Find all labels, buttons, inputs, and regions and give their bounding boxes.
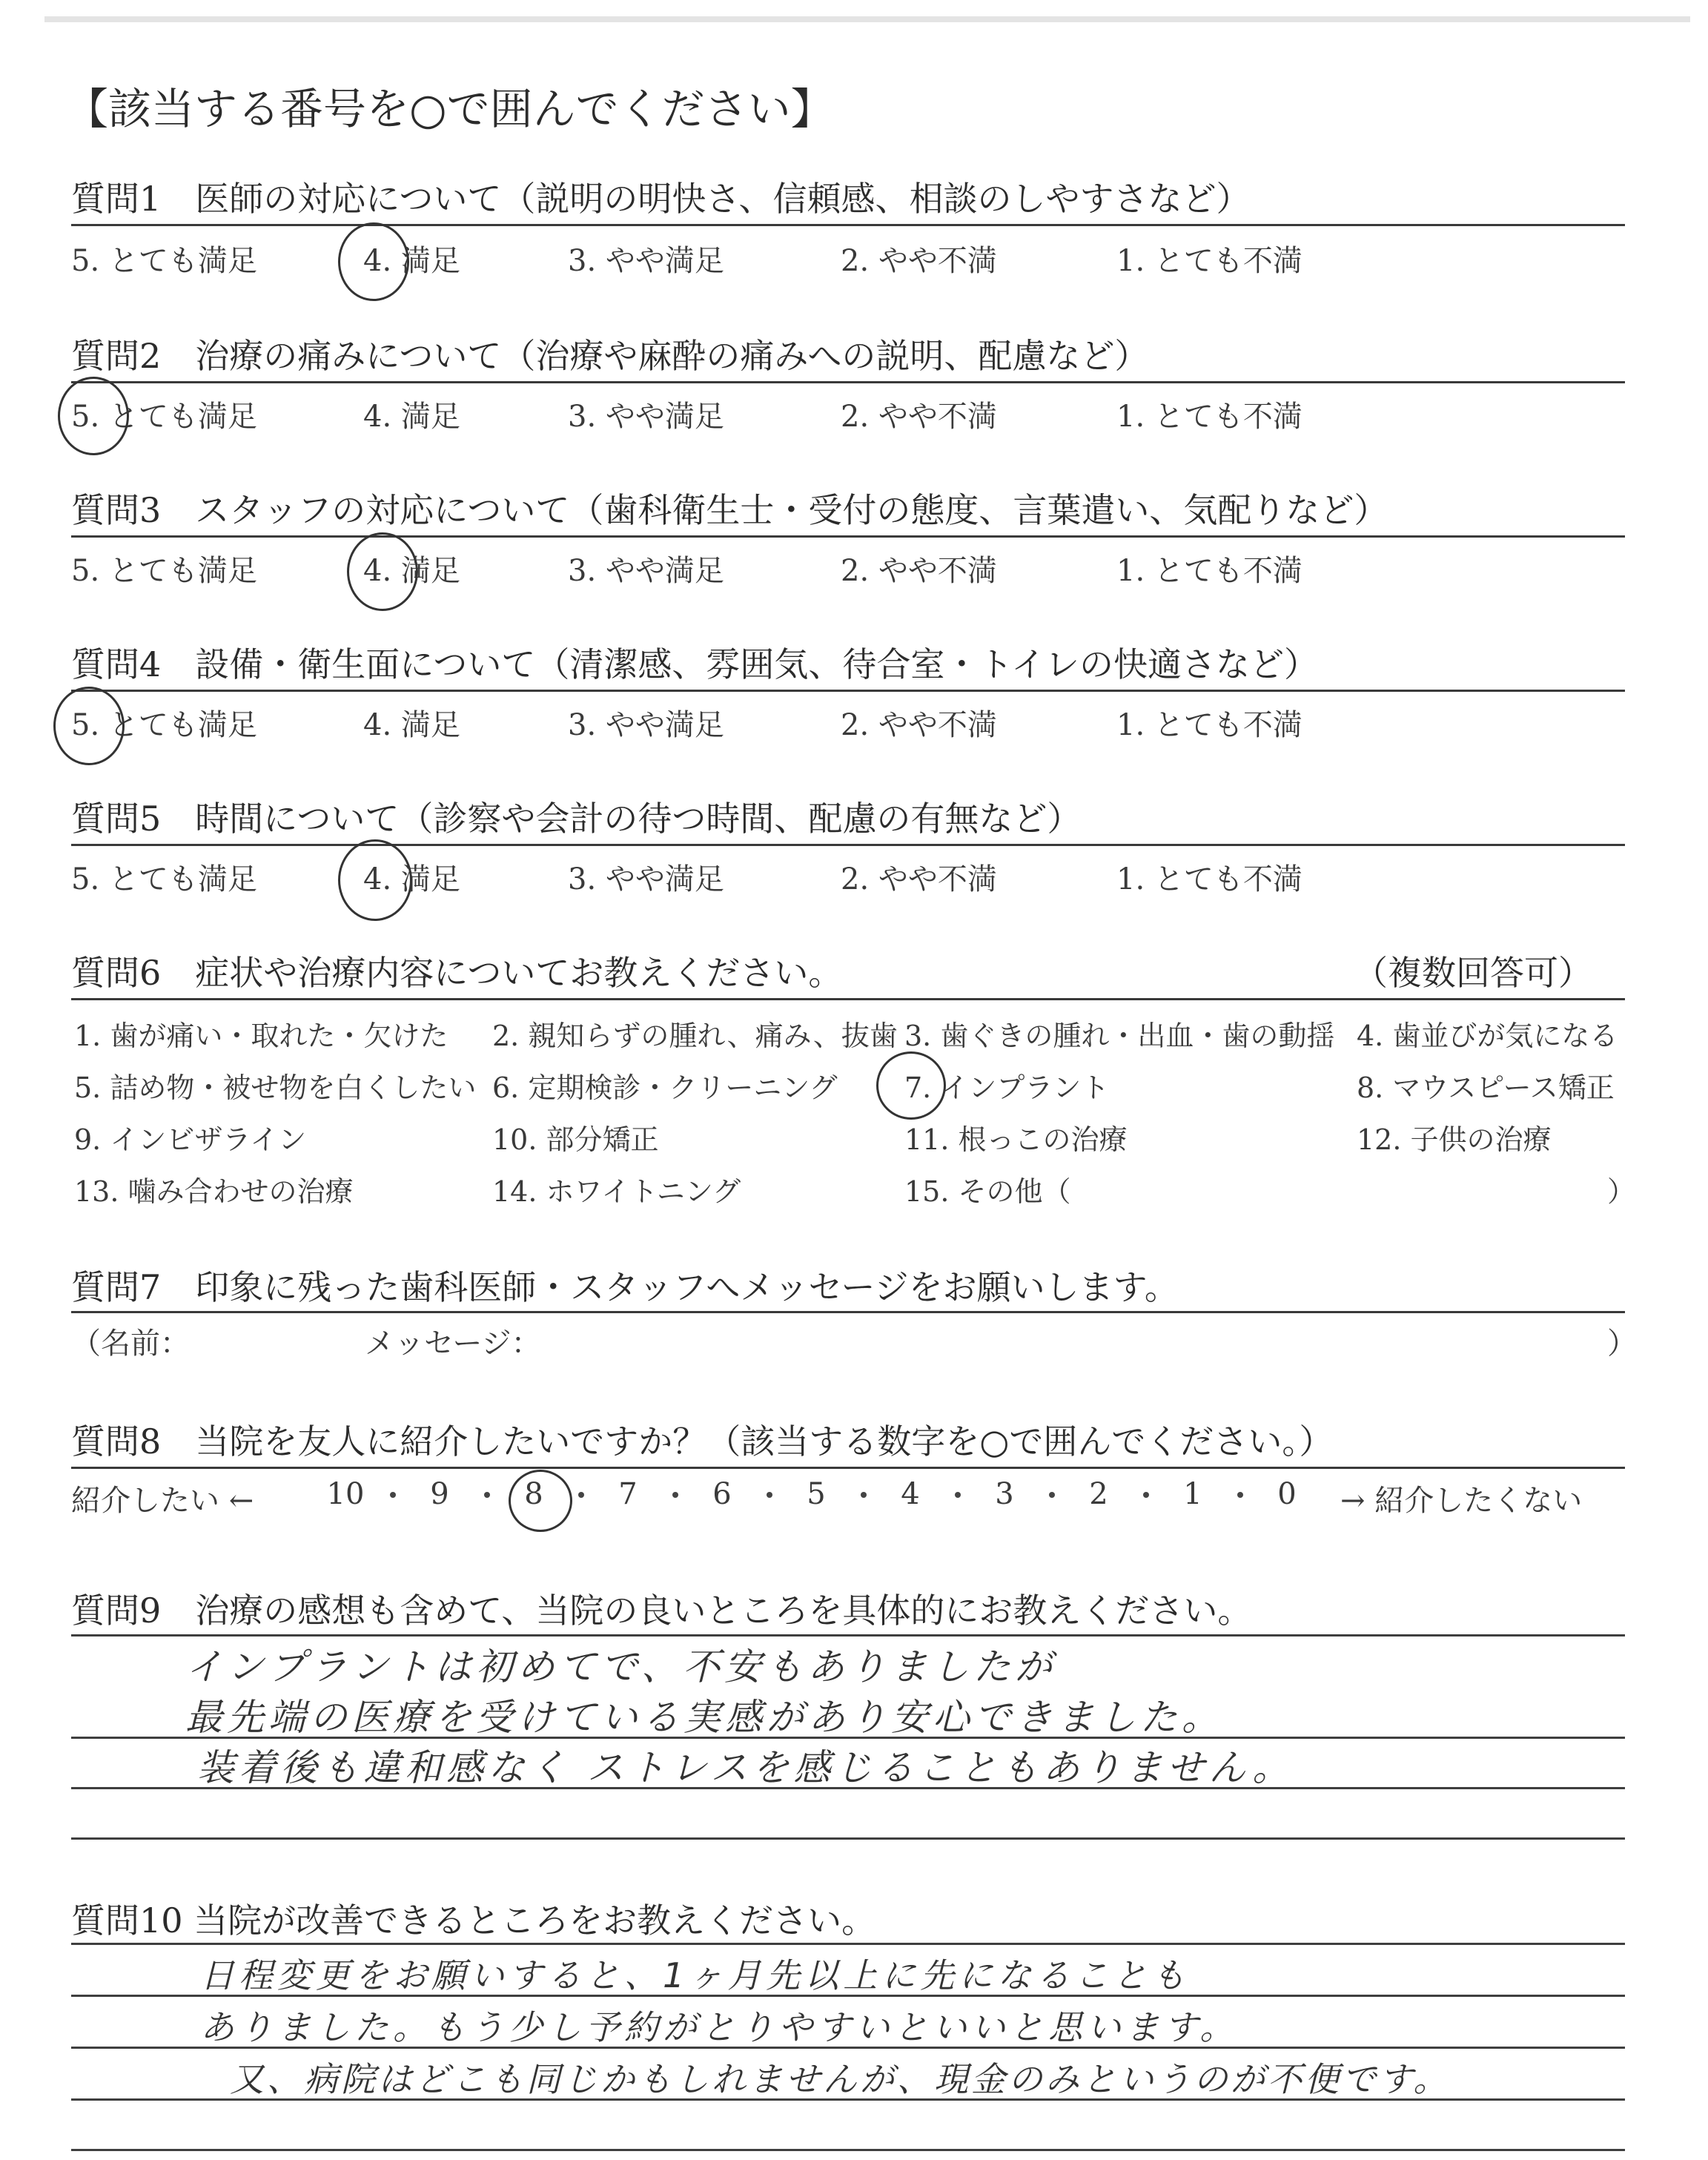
q3-option-5[interactable]: 5. とても満足 [71,554,257,588]
q6-option-9[interactable]: 9. インビザライン [74,1123,307,1156]
q8-scale-value-9[interactable]: 9 [430,1477,449,1511]
q4-option-3[interactable]: 3. やや満足 [568,708,724,742]
q10-answer-line-2: ありました。もう少し予約がとりやすいといいと思います。 [200,2007,1239,2047]
q4-option-4[interactable]: 4. 満足 [363,708,460,742]
q4-option-5[interactable]: 5. とても満足 [71,708,257,742]
q5-option-4[interactable]: 4. 満足 [363,862,460,896]
q8-left-label: 紹介したい ← [71,1484,254,1518]
q2-option-5[interactable]: 5. とても満足 [71,400,257,434]
question-8-underline [71,1467,1625,1469]
q8-scale-value-0[interactable]: 0 [1277,1477,1297,1511]
q8-scale-value-7[interactable]: 7 [618,1477,638,1511]
q10-rule-5 [71,2149,1625,2151]
q8-selection-circle [509,1470,572,1532]
question-3-title: 質問3 スタッフの対応について（歯科衛生士・受付の態度、言葉遣い、気配りなど） [71,490,1388,530]
question-5-title: 質問5 時間について（診察や会計の待つ時間、配慮の有無など） [71,799,1082,839]
q10-answer-line-1: 日程変更をお願いすると、1ヶ月先以上に先になることも [200,1955,1191,1995]
q8-scale-value-2[interactable]: 2 [1089,1477,1108,1511]
q6-selection-circle [876,1051,946,1120]
q4-option-1[interactable]: 1. とても不満 [1116,708,1302,742]
question-9-title: 質問9 治療の感想も含めて、当院の良いところを具体的にお教えください。 [71,1591,1252,1631]
q8-scale-separator [390,1492,396,1498]
q8-scale-separator [484,1492,490,1498]
q9-rule-1 [71,1634,1625,1636]
q5-option-3[interactable]: 3. やや満足 [568,862,724,896]
question-1-title: 質問1 医師の対応について（説明の明快さ、信頼感、相談のしやすさなど） [71,179,1251,219]
q5-option-5[interactable]: 5. とても満足 [71,862,257,896]
q7-name-label: （名前： [71,1327,190,1361]
q6-option-12[interactable]: 12. 子供の治療 [1357,1123,1552,1156]
q7-close-paren: ） [1607,1327,1637,1361]
q8-scale-value-6[interactable]: 6 [712,1477,732,1511]
question-3-underline [71,535,1625,538]
page-heading: 【該当する番号を○で囲んでください】 [65,84,834,134]
q8-scale-separator [955,1492,961,1498]
q8-scale-value-8[interactable]: 8 [524,1477,543,1511]
question-10-title: 質問10 当院が改善できるところをお教えください。 [71,1900,876,1941]
q1-option-5[interactable]: 5. とても満足 [71,244,257,278]
q6-option-2[interactable]: 2. 親知らずの腫れ、痛み、抜歯 [492,1020,898,1052]
q8-scale-value-1[interactable]: 1 [1183,1477,1202,1511]
question-4-title: 質問4 設備・衛生面について（清潔感、雰囲気、待合室・トイレの快適さなど） [71,644,1319,684]
q6-option-6[interactable]: 6. 定期検診・クリーニング [492,1071,838,1104]
q8-scale-value-10[interactable]: 10 [326,1477,365,1511]
q6-option-3[interactable]: 3. 歯ぐきの腫れ・出血・歯の動揺 [904,1020,1335,1052]
question-5-underline [71,844,1625,846]
q5-option-2[interactable]: 2. やや不満 [841,862,997,896]
question-6-underline [71,998,1625,1000]
q8-right-label: → 紹介したくない [1340,1484,1583,1518]
q8-scale-separator [1237,1492,1243,1498]
q3-option-4[interactable]: 4. 満足 [363,554,460,588]
question-7-underline [71,1311,1625,1313]
q3-option-2[interactable]: 2. やや不満 [841,554,997,588]
question-6-title: 質問6 症状や治療内容についてお教えください。 [71,953,843,993]
q2-option-1[interactable]: 1. とても不満 [1116,400,1302,434]
q8-scale-separator [672,1492,678,1498]
q8-scale-separator [1143,1492,1149,1498]
q9-answer-line-2: 最先端の医療を受けている実感があり安心できました。 [185,1696,1223,1739]
q6-option-1[interactable]: 1. 歯が痛い・取れた・欠けた [74,1020,448,1052]
q6-option-7[interactable]: 7. インプラント [904,1071,1110,1104]
question-8-title: 質問8 当院を友人に紹介したいですか？（該当する数字を○で囲んでください。） [71,1421,1334,1462]
q2-option-4[interactable]: 4. 満足 [363,400,460,434]
q8-scale-value-4[interactable]: 4 [901,1477,920,1511]
q10-rule-1 [71,1943,1625,1945]
q2-option-3[interactable]: 3. やや満足 [568,400,724,434]
q3-selection-circle [347,532,418,611]
q5-option-1[interactable]: 1. とても不満 [1116,862,1302,896]
q1-option-2[interactable]: 2. やや不満 [841,244,997,278]
q8-scale-value-3[interactable]: 3 [995,1477,1014,1511]
q9-answer-line-1: インプラントは初めてで、不安もありましたが [185,1645,1056,1688]
q9-answer-line-3: 装着後も違和感なく ストレスを感じることもありません。 [197,1746,1294,1789]
q6-option-10[interactable]: 10. 部分矯正 [492,1123,659,1156]
q1-option-1[interactable]: 1. とても不満 [1116,244,1302,278]
q8-scale-separator [578,1492,584,1498]
q5-selection-circle [338,839,412,921]
q7-message-label: メッセージ： [365,1327,541,1361]
q9-rule-4 [71,1837,1625,1840]
question-2-underline [71,381,1625,383]
q6-option-5[interactable]: 5. 詰め物・被せ物を白くしたい [74,1071,477,1104]
q8-scale-separator [767,1492,772,1498]
q10-answer-line-3: 又、病院はどこも同じかもしれませんが、現金のみというのが不便です。 [230,2059,1451,2099]
question-2-title: 質問2 治療の痛みについて（治療や麻酔の痛みへの説明、配慮など） [71,336,1149,376]
q8-scale-separator [861,1492,867,1498]
q1-selection-circle [338,222,409,301]
q2-selection-circle [58,377,129,455]
q4-selection-circle [53,687,125,765]
question-6-note: （複数回答可） [1354,953,1592,993]
q6-option-15-close: ） [1607,1175,1636,1208]
q6-option-11[interactable]: 11. 根っこの治療 [904,1123,1128,1156]
q3-option-3[interactable]: 3. やや満足 [568,554,724,588]
q6-option-4[interactable]: 4. 歯並びが気になる [1357,1020,1618,1052]
question-1-underline [71,224,1625,226]
q6-option-15[interactable]: 15. その他（ [904,1175,1071,1208]
question-7-title: 質問7 印象に残った歯科医師・スタッフへメッセージをお願いします。 [71,1267,1179,1307]
q1-option-4[interactable]: 4. 満足 [363,244,460,278]
question-4-underline [71,690,1625,692]
q2-option-2[interactable]: 2. やや不満 [841,400,997,434]
q6-option-8[interactable]: 8. マウスピース矯正 [1357,1071,1615,1104]
q6-option-14[interactable]: 14. ホワイトニング [492,1175,741,1208]
page-top-edge [44,16,1690,22]
q8-scale-separator [1049,1492,1055,1498]
q8-scale-value-5[interactable]: 5 [807,1477,826,1511]
q6-option-13[interactable]: 13. 噛み合わせの治療 [74,1175,354,1208]
q3-option-1[interactable]: 1. とても不満 [1116,554,1302,588]
q1-option-3[interactable]: 3. やや満足 [568,244,724,278]
q4-option-2[interactable]: 2. やや不満 [841,708,997,742]
